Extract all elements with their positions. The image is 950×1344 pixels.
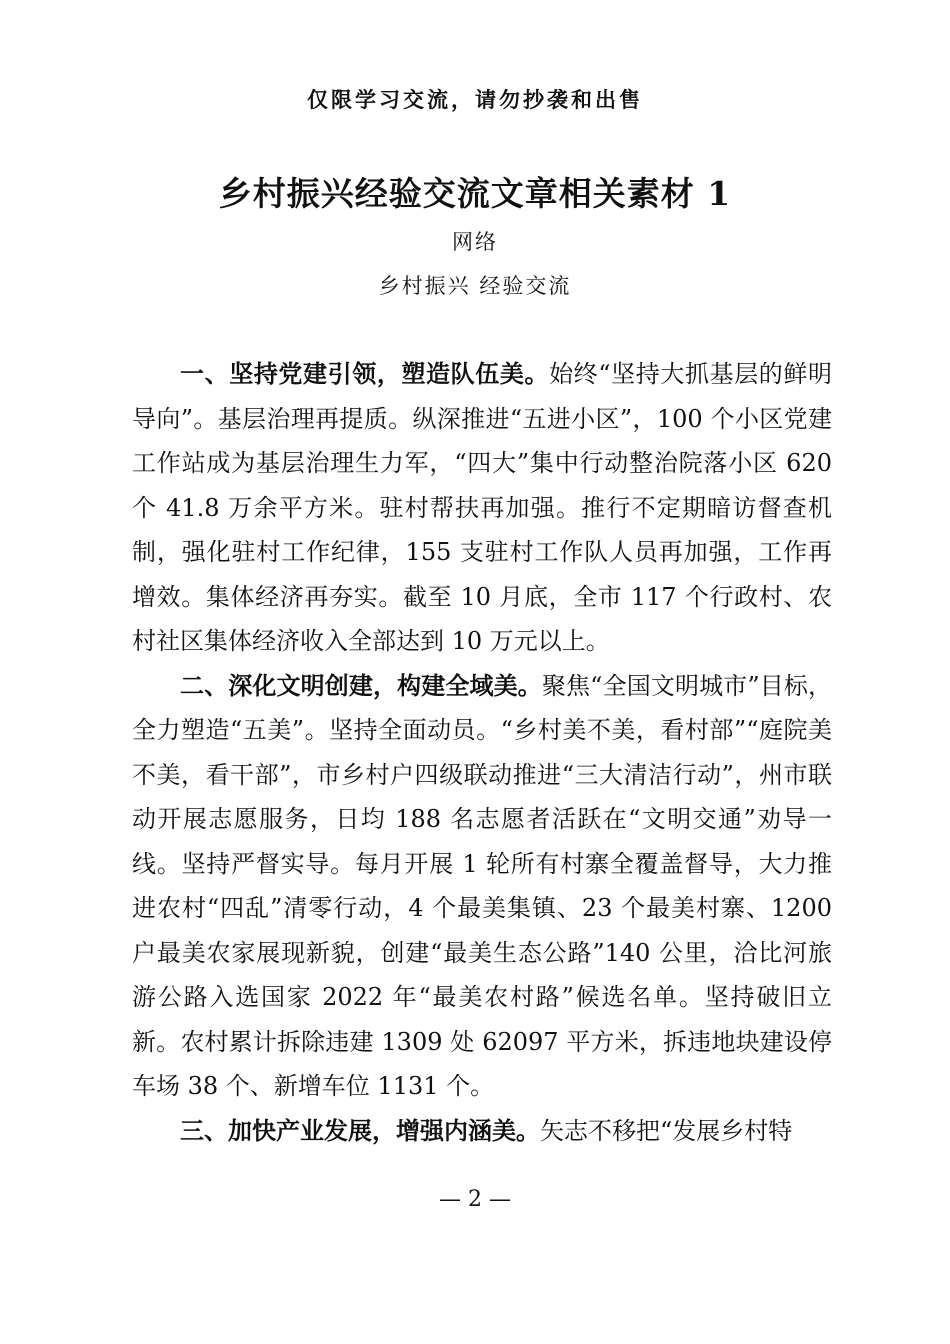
paragraph-3-heading: 三、加快产业发展，增强内涵美。 (180, 1116, 540, 1145)
document-title: 乡村振兴经验交流文章相关素材 1 (218, 174, 732, 213)
paragraph-1 (132, 352, 832, 664)
paragraph-3-text: 矢志不移把“发展乡村特 (540, 1116, 793, 1145)
paragraph-2 (132, 664, 832, 1109)
paragraph-1-text: 始终“坚持大抓基层的鲜明导向”。基层治理再提质。纵深推进“五进小区”，100 个小区党建工作站成为基层治理生力军，“四大”集中行动整治院落小区 620 个 41.8 万余平方米。驻村帮扶再加强。推行不定期暗访督查机制，强化驻村工作纪律，155 支驻村工作队人员再加强，工作再增效。集体经济再夯实。截至 10 月底，全市 117 个行政村、农村社区集体经济收入全部达到 10 万元以上。 (132, 360, 832, 655)
source-line: 网络 (452, 230, 498, 254)
paragraph-3 (132, 1109, 832, 1154)
paragraph-2-text: 聚焦“全国文明城市”目标，全力塑造“五美”。坚持全面动员。“乡村美不美，看村部”“庭院美不美，看干部”，市乡村户四级联动推进“三大清洁行动”，州市联动开展志愿服务，日均 188 名志愿者活跃在“文明交通”劝导一线。坚持严督实导。每月开展 1 轮所有村寨全覆盖督导，大力推进农村“四乱”清零行动，4 个最美集镇、23 个最美村寨、1200 户最美农家展现新貌，创建“最美生态公路”140 公里，洽比河旅游公路入选国家 2022 年“最美农村路”候选名单。坚持破旧立新。农村累计拆除违建 1309 处 62097 平方米，拆违地块建设停车场 38 个、新增车位 1131 个。 (132, 671, 832, 1100)
header-note: 仅限学习交流，请勿抄袭和出售 (307, 87, 643, 112)
paragraph-2-heading: 二、深化文明创建，构建全域美。 (180, 671, 542, 700)
page-number: — 2 — (439, 1187, 511, 1212)
paragraph-1-heading: 一、坚持党建引领，塑造队伍美。 (180, 360, 550, 388)
keywords-line: 乡村振兴 经验交流 (378, 274, 572, 298)
document-body (132, 352, 832, 1153)
